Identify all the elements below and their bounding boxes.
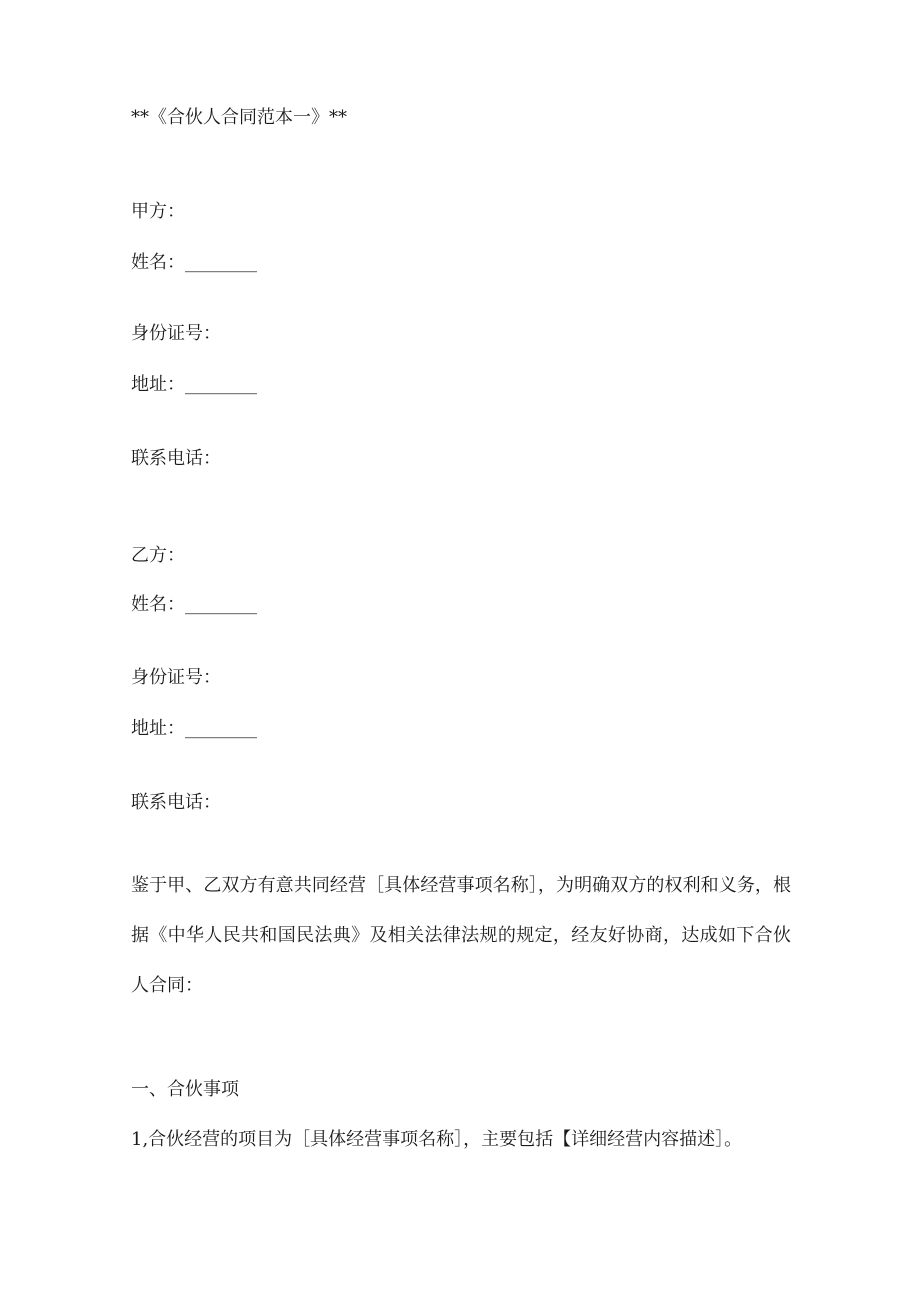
party-b-name: 姓名：________ <box>131 594 257 615</box>
party-b-phone: 联系电话： <box>131 792 221 813</box>
preamble-paragraph: 鉴于甲、乙双方有意共同经营［具体经营事项名称］，为明确双方的权利和义务，根据《中华人民共和国民法典》及相关法律法规的规定，经友好协商，达成如下合伙人合同： <box>131 875 791 996</box>
document-title: **《合伙人合同范本一》** <box>131 107 347 128</box>
party-a-address: 地址：________ <box>131 374 257 395</box>
party-b-id-number: 身份证号： <box>131 667 221 688</box>
section-1-clause-1: 1,合伙经营的项目为［具体经营事项名称］，主要包括【详细经营内容描述］。 <box>131 1129 743 1150</box>
party-b-heading: 乙方： <box>131 545 185 566</box>
party-a-id-number: 身份证号： <box>131 323 221 344</box>
party-b-address: 地址：________ <box>131 718 257 739</box>
party-a-phone: 联系电话： <box>131 448 221 469</box>
party-a-heading: 甲方： <box>131 201 185 222</box>
section-1-heading: 一、合伙事项 <box>131 1079 239 1100</box>
party-a-name: 姓名：________ <box>131 252 257 273</box>
